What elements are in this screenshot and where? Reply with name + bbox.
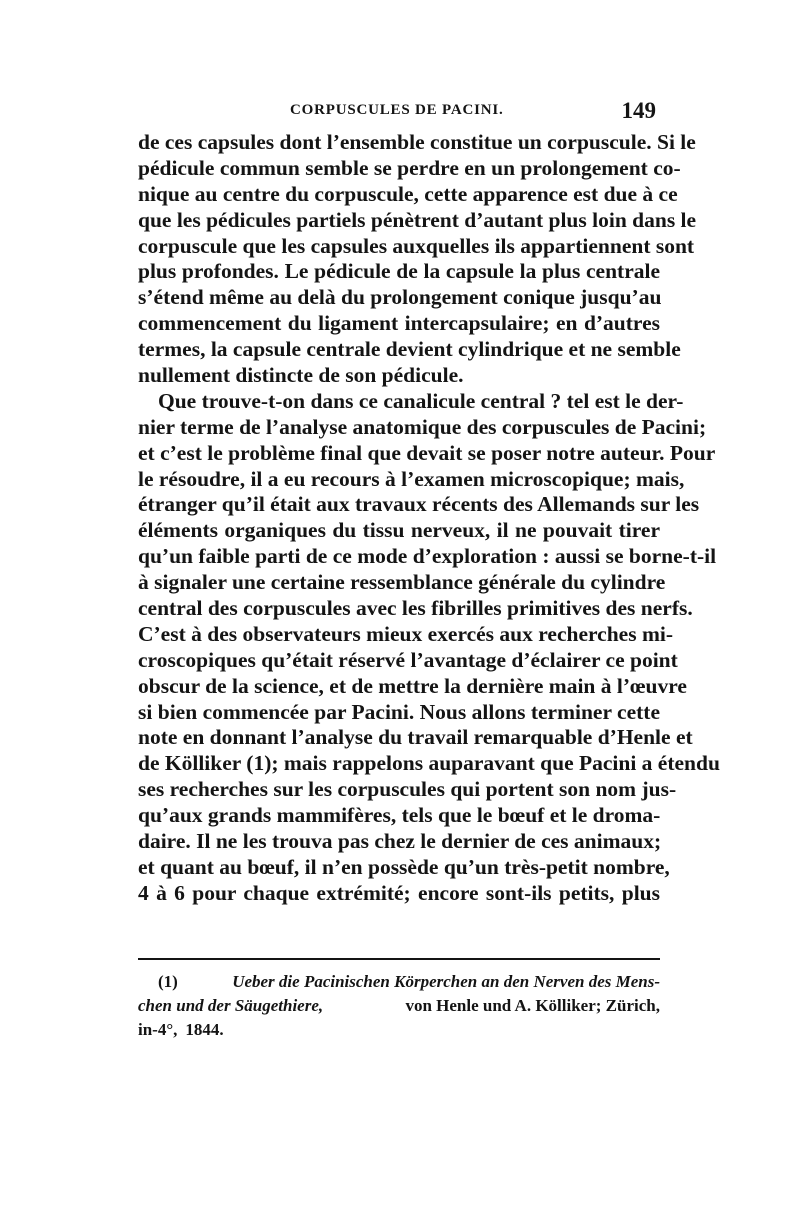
text-line: le résoudre, il a eu recours à l’examen microscopique; mais,: [138, 466, 685, 491]
running-header: [140, 98, 658, 124]
text-line: éléments organiques du tissu nerveux, il ne pouvait tirer: [138, 518, 660, 543]
footnote: [138, 970, 660, 1042]
text-line: de Kölliker (1); mais rappelons auparavant que Pacini a étendu: [138, 751, 720, 776]
footnote-year: 1844.: [185, 1020, 224, 1039]
text-line: C’est à des observateurs mieux exercés aux recherches mi-: [138, 621, 673, 646]
footnote-line: [138, 1018, 660, 1042]
text-line: obscur de la science, et de mettre la dernière main à l’œuvre: [138, 673, 687, 698]
text-line: que les pédicules partiels pénètrent d’autant plus loin dans le: [138, 207, 697, 232]
text-line: s’étend même au delà du prolongement conique jusqu’au: [138, 285, 662, 310]
text-line: qu’un faible parti de ce mode d’exploration : aussi se borne-t-il: [138, 544, 717, 569]
footnote-title-part-1: Ueber die Pacinischen Körperchen an den Nerven des Mens-: [232, 972, 660, 991]
footnote-marker: (1): [158, 972, 178, 991]
text-line: qu’aux grands mammifères, tels que le bœuf et le droma-: [138, 803, 661, 828]
text-line: corpuscule que les capsules auxquelles ils appartiennent sont: [138, 233, 695, 258]
text-line: et quant au bœuf, il n’en possède qu’un très-petit nombre,: [138, 854, 670, 879]
text-line: central des corpuscules avec les fibrilles primitives des nerfs.: [138, 596, 693, 621]
text-line: termes, la capsule centrale devient cylindrique et ne semble: [138, 337, 681, 362]
footnote-line: [138, 994, 660, 1018]
text-line: nier terme de l’analyse anatomique des corpuscules de Pacini;: [138, 414, 707, 439]
text-line: étranger qu’il était aux travaux récents des Allemands sur les: [138, 492, 700, 517]
text-line: ses recherches sur les corpuscules qui portent son nom jus-: [138, 777, 677, 802]
text-line: pédicule commun semble se perdre en un prolongement co-: [138, 155, 681, 180]
text-line: de ces capsules dont l’ensemble constitue un corpuscule. Si le: [138, 130, 696, 154]
text-line: note en donnant l’analyse du travail remarquable d’Henle et: [138, 725, 693, 750]
text-line: à signaler une certaine ressemblance générale du cylindre: [138, 570, 666, 595]
text-line: si bien commencée par Pacini. Nous allons terminer cette: [138, 699, 660, 724]
page-number: 149: [621, 98, 656, 123]
running-title: CORPUSCULES DE PACINI.: [290, 102, 504, 118]
text-line: 4 à 6 pour chaque extrémité; encore sont-ils petits, plus: [138, 880, 660, 905]
text-line: plus profondes. Le pédicule de la capsule la plus centrale: [138, 259, 660, 284]
text-line: daire. Il ne les trouva pas chez le dernier de ces animaux;: [138, 829, 662, 854]
text-line: nullement distincte de son pédicule.: [138, 363, 464, 388]
text-line: Que trouve-t-on dans ce canalicule central ? tel est le der-: [158, 388, 684, 413]
footnote-authors: von Henle und A. Kölliker; Zürich,: [405, 996, 660, 1015]
footnote-title-part-2: chen und der Säugethiere,: [138, 996, 324, 1015]
text-line: croscopiques qu’était réservé l’avantage d’éclairer ce point: [138, 647, 678, 672]
body-text: [138, 130, 720, 907]
text-line: nique au centre du corpuscule, cette apparence est due à ce: [138, 181, 678, 206]
footnote-format: in-4°,: [138, 1020, 178, 1039]
text-line: et c’est le problème final que devait se poser notre auteur. Pour: [138, 440, 716, 465]
footnote-divider: [138, 958, 660, 960]
footnote-line: [138, 970, 660, 994]
text-line: commencement du ligament intercapsulaire; en d’autres: [138, 311, 660, 336]
